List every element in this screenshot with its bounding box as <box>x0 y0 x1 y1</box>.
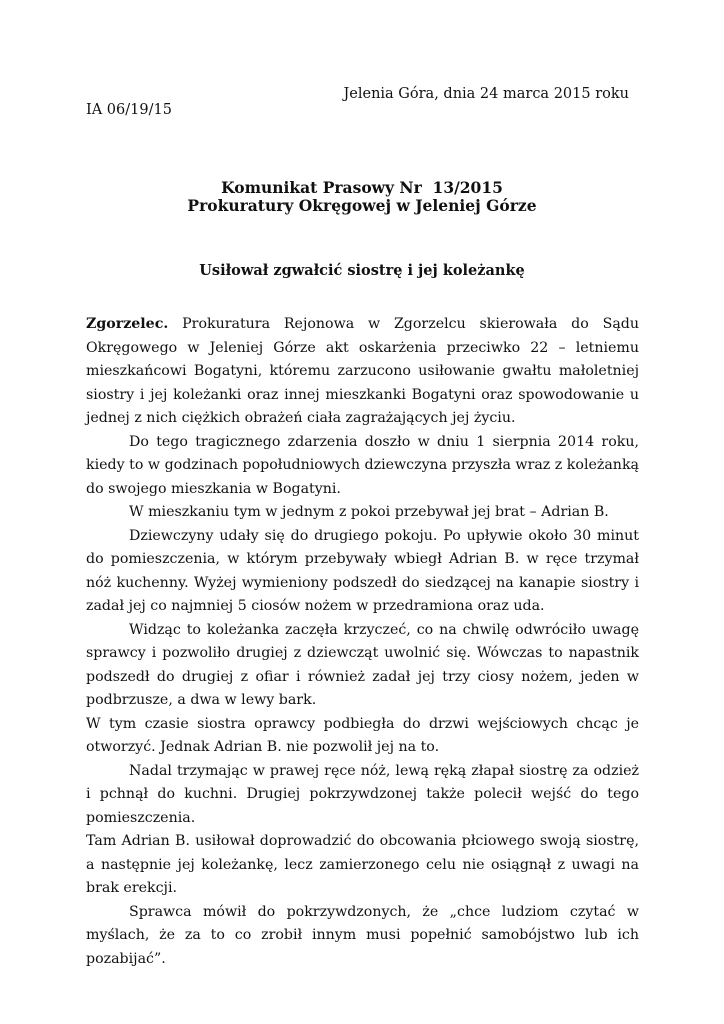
paragraph-2: Do tego tragicznego zdarzenia doszło w dniu 1 sierpnia 2014 roku, kiedy to w godzinach popołudniowych dziewczyna przyszła wraz z koleżanką do swojego mieszkania w Bogatyni. <box>86 433 639 497</box>
paragraph-5: Widząc to koleżanka zaczęła krzyczeć, co na chwilę odwróciło uwagę sprawcy i pozwoliło drugiej z dziewcząt uwolnić się. Wówczas to napastnik podszedł do drugiej z ofiar i również zadał jej trzy ciosy nożem, jeden w podbrzusze, a dwa w lewy bark. <box>86 621 639 708</box>
paragraph-3: W mieszkaniu tym w jednym z pokoi przebywał jej brat – Adrian B. <box>129 504 609 520</box>
document-title <box>0 179 724 215</box>
title-line-1: Komunikat Prasowy Nr 13/2015 <box>221 178 503 197</box>
paragraph-7: Nadal trzymając w prawej ręce nóż, lewą ręką złapał siostrę za odzież i pchnął do kuchni. Drugiej pokrzywdzonej także polecił wejść do tego pomieszczenia. <box>86 762 639 826</box>
paragraph-8: Tam Adrian B. usiłował doprowadzić do obcowania płciowego swoją siostrę, a następnie jej koleżankę, lecz zamierzonego celu nie osiągnął z uwagi na brak erekcji. <box>86 833 639 896</box>
paragraph-4: Dziewczyny udały się do drugiego pokoju. Po upływie około 30 minut do pomieszczenia, w którym przebywały wbiegł Adrian B. w ręce trzymał nóż kuchenny. Wyżej wymieniony podszedł do siedzącej na kanapie siostry i zadał jej co najmniej 5 ciosów nożem w przedramiona oraz uda. <box>86 527 639 614</box>
paragraph-1 <box>86 313 639 431</box>
reference-number: IA 06/19/15 <box>86 102 172 118</box>
paragraph-1-text: Prokuratura Rejonowa w Zgorzelcu skierowała do Sądu Okręgowego w Jeleniej Górze akt oskarżenia przeciwko 22 – letniemu mieszkańcowi Bogatyni, któremu zarzucono usiłowanie gwałtu małoletniej siostry i jej koleżanki oraz innej mieszkanki Bogatyni oraz spowodowanie u jednej z nich ciężkich obrażeń ciała zagrażających jej życiu. <box>86 316 639 426</box>
title-line-2: Prokuratury Okręgowej w Jeleniej Górze <box>187 196 537 215</box>
article-headline: Usiłował zgwałcić siostrę i jej koleżankę <box>199 262 525 279</box>
paragraph-6: W tym czasie siostra oprawcy podbiegła do drzwi wejściowych chcąc je otworzyć. Jednak Adrian B. nie pozwolił jej na to. <box>86 715 639 755</box>
location-lead: Zgorzelec. <box>86 316 169 332</box>
paragraph-9: Sprawca mówił do pokrzywdzonych, że „chce ludziom czytać w myślach, że za to co zrobił innym musi popełnić samobójstwo lub ich pozabijać”. <box>86 903 639 967</box>
date-line: Jelenia Góra, dnia 24 marca 2015 roku <box>343 86 629 102</box>
article-body <box>86 313 639 971</box>
